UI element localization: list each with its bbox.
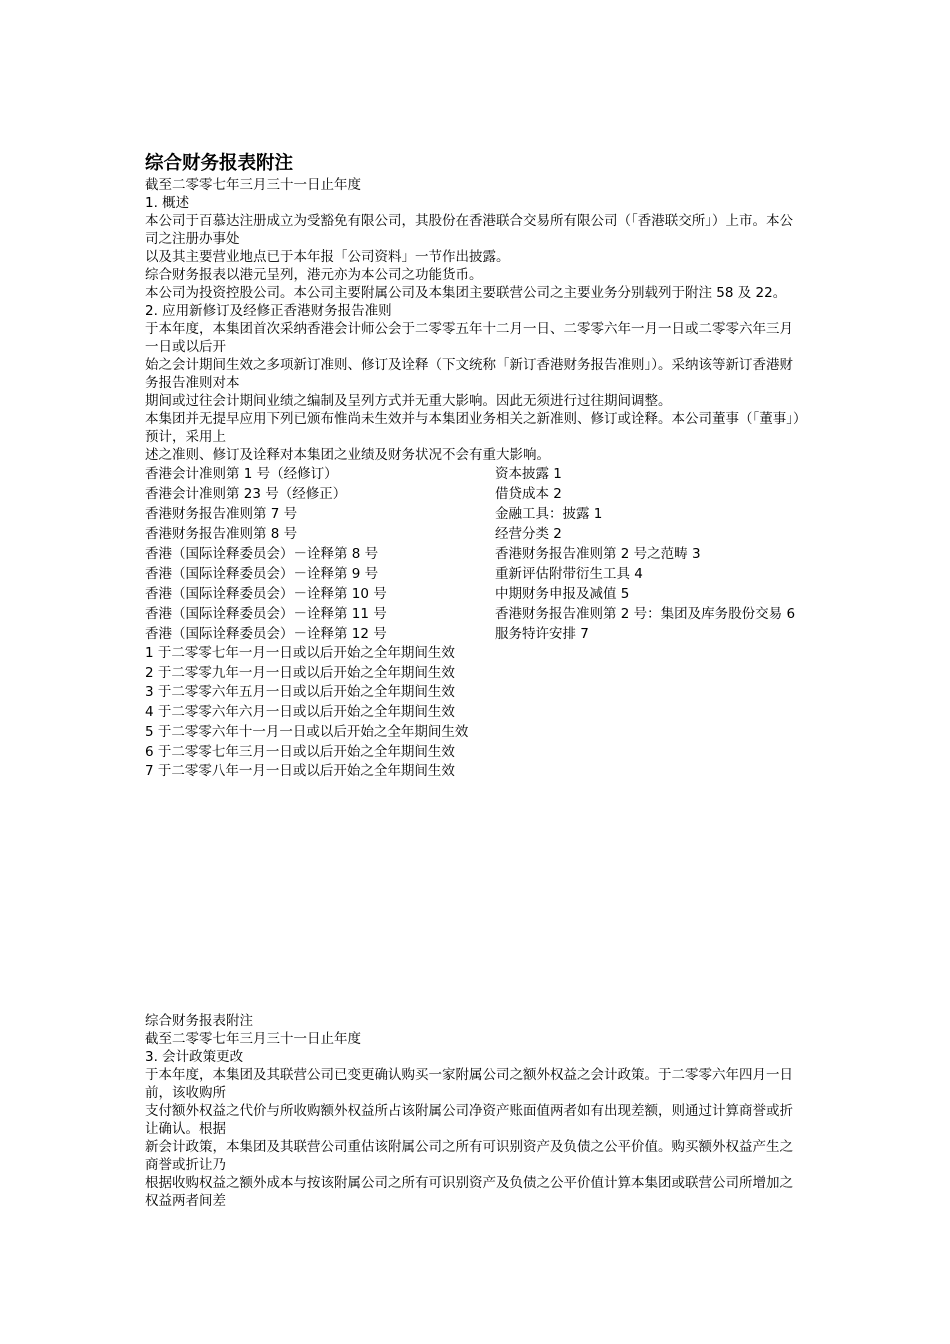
standard-row [145, 504, 805, 524]
standard-row [145, 604, 805, 624]
page-1-section [145, 152, 805, 782]
note-item: 6 于二零零七年三月一日或以后开始之全年期间生效 [145, 743, 455, 760]
standard-code: 香港财务报告准则第 8 号 [145, 526, 298, 542]
note-item: 7 于二零零八年一月一日或以后开始之全年期间生效 [145, 763, 455, 780]
standard-code: 香港（国际诠释委员会）－诠释第 11 号 [145, 606, 387, 622]
standard-code: 香港会计准则第 23 号（经修正） [145, 486, 347, 502]
section-1-heading: 1. 概述 [145, 195, 190, 211]
standard-code: 香港（国际诠释委员会）－诠释第 12 号 [145, 626, 387, 642]
section-2-paragraph-3: 期间或过往会计期间业绩之编制及呈列方式并无重大影响。因此无须进行过往期间调整。 [145, 393, 672, 409]
note-item: 4 于二零零六年六月一日或以后开始之全年期间生效 [145, 704, 455, 721]
standards-list [145, 464, 805, 644]
section-3-paragraph-2: 支付额外权益之代价与所收购额外权益所占该附属公司净资产账面值两者如有出现差额，则通过计算商誉或折让确认。根据 [145, 1103, 793, 1137]
standard-row [145, 584, 805, 604]
section-2-paragraph-2: 始之会计期间生效之多项新订准则、修订及诠释（下文统称「新订香港财务报告准则」）。采纳该等新订香港财务报告准则对本 [145, 357, 793, 391]
section-1-paragraph-3: 综合财务报表以港元呈列，港元亦为本公司之功能货币。 [145, 267, 483, 283]
standard-desc: 中期财务申报及减值 5 [495, 586, 630, 602]
effective-date-notes [145, 644, 805, 782]
standard-desc: 经营分类 2 [495, 526, 562, 542]
page-subtitle: 截至二零零七年三月三十一日止年度 [145, 1031, 361, 1047]
standard-code: 香港（国际诠释委员会）－诠释第 10 号 [145, 586, 387, 602]
section-3-paragraph-1: 于本年度，本集团及其联营公司已变更确认购买一家附属公司之额外权益之会计政策。于二零零六年四月一日前，该收购所 [145, 1067, 793, 1101]
note-item: 3 于二零零六年五月一日或以后开始之全年期间生效 [145, 684, 455, 701]
page-subtitle: 截至二零零七年三月三十一日止年度 [145, 177, 361, 193]
note-item: 1 于二零零七年一月一日或以后开始之全年期间生效 [145, 645, 455, 661]
page-2-section [145, 1012, 805, 1210]
section-1-paragraph-2: 以及其主要营业地点已于本年报「公司资料」一节作出披露。 [145, 249, 510, 265]
section-3-heading: 3. 会计政策更改 [145, 1049, 244, 1065]
standard-code: 香港（国际诠释委员会）－诠释第 8 号 [145, 546, 379, 562]
section-2-heading: 2. 应用新修订及经修正香港财务报告准则 [145, 303, 392, 319]
standard-desc: 服务特许安排 7 [495, 626, 589, 642]
section-2-paragraph-4: 本集团并无提早应用下列已颁布惟尚未生效并与本集团业务相关之新准则、修订或诠释。本公司董事（「董事」）预计，采用上 [145, 411, 800, 445]
section-1-paragraph-4: 本公司为投资控股公司。本公司主要附属公司及本集团主要联营公司之主要业务分别载列于附注 58 及 22。 [145, 285, 787, 301]
page-title: 综合财务报表附注 [145, 1013, 253, 1029]
section-2-paragraph-1: 于本年度，本集团首次采纳香港会计师公会于二零零五年十二月一日、二零零六年一月一日或二零零六年三月一日或以后开 [145, 321, 793, 355]
page-title: 综合财务报表附注 [145, 153, 294, 174]
section-3-paragraph-3: 新会计政策，本集团及其联营公司重估该附属公司之所有可识别资产及负债之公平价值。购买额外权益产生之商誉或折让乃 [145, 1139, 793, 1173]
standard-code: 香港会计准则第 1 号（经修订） [145, 466, 338, 482]
standard-row [145, 484, 805, 504]
note-item: 5 于二零零六年十一月一日或以后开始之全年期间生效 [145, 723, 469, 740]
standard-code: 香港财务报告准则第 7 号 [145, 506, 298, 522]
section-1-paragraph-1: 本公司于百慕达注册成立为受豁免有限公司，其股份在香港联合交易所有限公司（「香港联交所」）上市。本公司之注册办事处 [145, 213, 793, 247]
section-3-paragraph-4: 根据收购权益之额外成本与按该附属公司之所有可识别资产及负债之公平价值计算本集团或联营公司所增加之权益两者间差 [145, 1175, 793, 1209]
note-item: 2 于二零零九年一月一日或以后开始之全年期间生效 [145, 664, 455, 681]
standard-row [145, 544, 805, 564]
standard-desc: 香港财务报告准则第 2 号：集团及库务股份交易 6 [495, 606, 796, 622]
standard-desc: 借贷成本 2 [495, 486, 562, 502]
section-2-paragraph-5: 述之准则、修订及诠释对本集团之业绩及财务状况不会有重大影响。 [145, 447, 550, 463]
standard-desc: 金融工具：披露 1 [495, 506, 603, 522]
standard-row [145, 624, 805, 644]
standard-desc: 香港财务报告准则第 2 号之范畴 3 [495, 546, 701, 562]
standard-code: 香港（国际诠释委员会）－诠释第 9 号 [145, 566, 379, 582]
standard-row [145, 524, 805, 544]
standard-desc: 重新评估附带衍生工具 4 [495, 566, 643, 582]
standard-row [145, 464, 805, 484]
standard-row [145, 564, 805, 584]
standard-desc: 资本披露 1 [495, 466, 562, 482]
